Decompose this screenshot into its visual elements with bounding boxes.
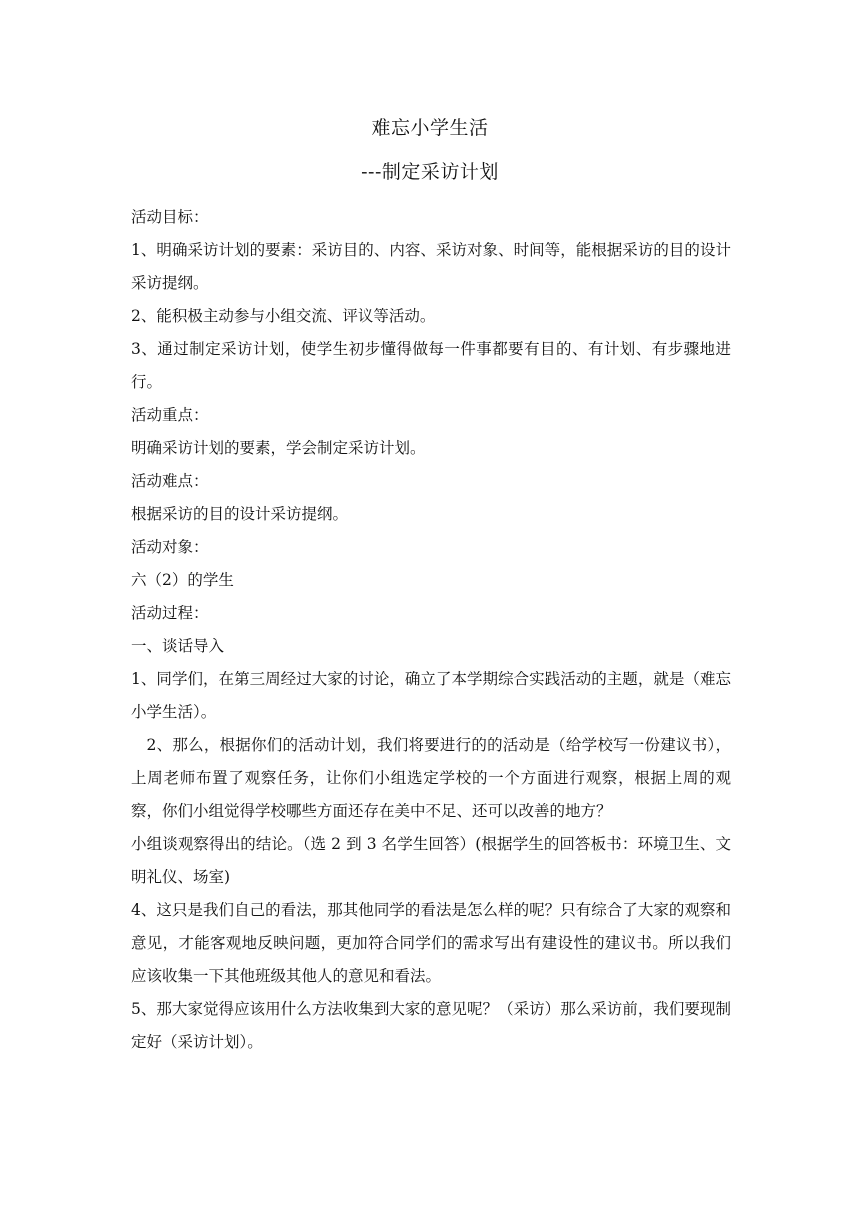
- process-paragraph-3: 小组谈观察得出的结论。（选 2 到 3 名学生回答）(根据学生的回答板书：环境卫生、文明礼仪、场室): [131, 835, 731, 886]
- document-subtitle: ---制定采访计划: [361, 161, 499, 183]
- focus-text: 明确采访计划的要素，学会制定采访计划。: [131, 439, 426, 457]
- goal-item-2: 2、能积极主动参与小组交流、评议等活动。: [131, 307, 436, 325]
- process-paragraph-2: 2、那么，根据你们的活动计划，我们将要进行的的活动是（给学校写一份建议书），上周老师布置了观察任务，让你们小组选定学校的一个方面进行观察，根据上周的观察，你们小组觉得学校哪些方面还存在美中不足、还可以改善的地方？: [131, 736, 731, 820]
- difficulty-text: 根据采访的目的设计采访提纲。: [131, 505, 349, 523]
- process-step-heading: 一、谈话导入: [131, 637, 225, 655]
- process-paragraph-1: 1、同学们，在第三周经过大家的讨论，确立了本学期综合实践活动的主题，就是（难忘小学生活）。: [131, 670, 731, 721]
- audience-text: 六（2）的学生: [131, 571, 234, 589]
- goal-item-3: 3、通过制定采访计划，使学生初步懂得做每一件事都要有目的、有计划、有步骤地进行。: [131, 340, 731, 391]
- document-title: 难忘小学生活: [371, 117, 489, 139]
- section-heading-process: 活动过程：: [131, 604, 209, 622]
- section-heading-goals: 活动目标：: [131, 208, 209, 226]
- process-paragraph-5: 5、那大家觉得应该用什么方法收集到大家的意见呢？（采访）那么采访前，我们要现制定好（采访计划）。: [131, 1000, 731, 1051]
- goal-item-1: 1、明确采访计划的要素：采访目的、内容、采访对象、时间等，能根据采访的目的设计采访提纲。: [131, 241, 731, 292]
- section-heading-difficulty: 活动难点：: [131, 472, 209, 490]
- document-body: [131, 201, 731, 1059]
- section-heading-audience: 活动对象：: [131, 538, 209, 556]
- section-heading-focus: 活动重点：: [131, 406, 209, 424]
- process-paragraph-4: 4、这只是我们自己的看法，那其他同学的看法是怎么样的呢？只有综合了大家的观察和意见，才能客观地反映问题，更加符合同学们的需求写出有建设性的建议书。所以我们应该收集一下其他班级其他人的意见和看法。: [131, 901, 731, 985]
